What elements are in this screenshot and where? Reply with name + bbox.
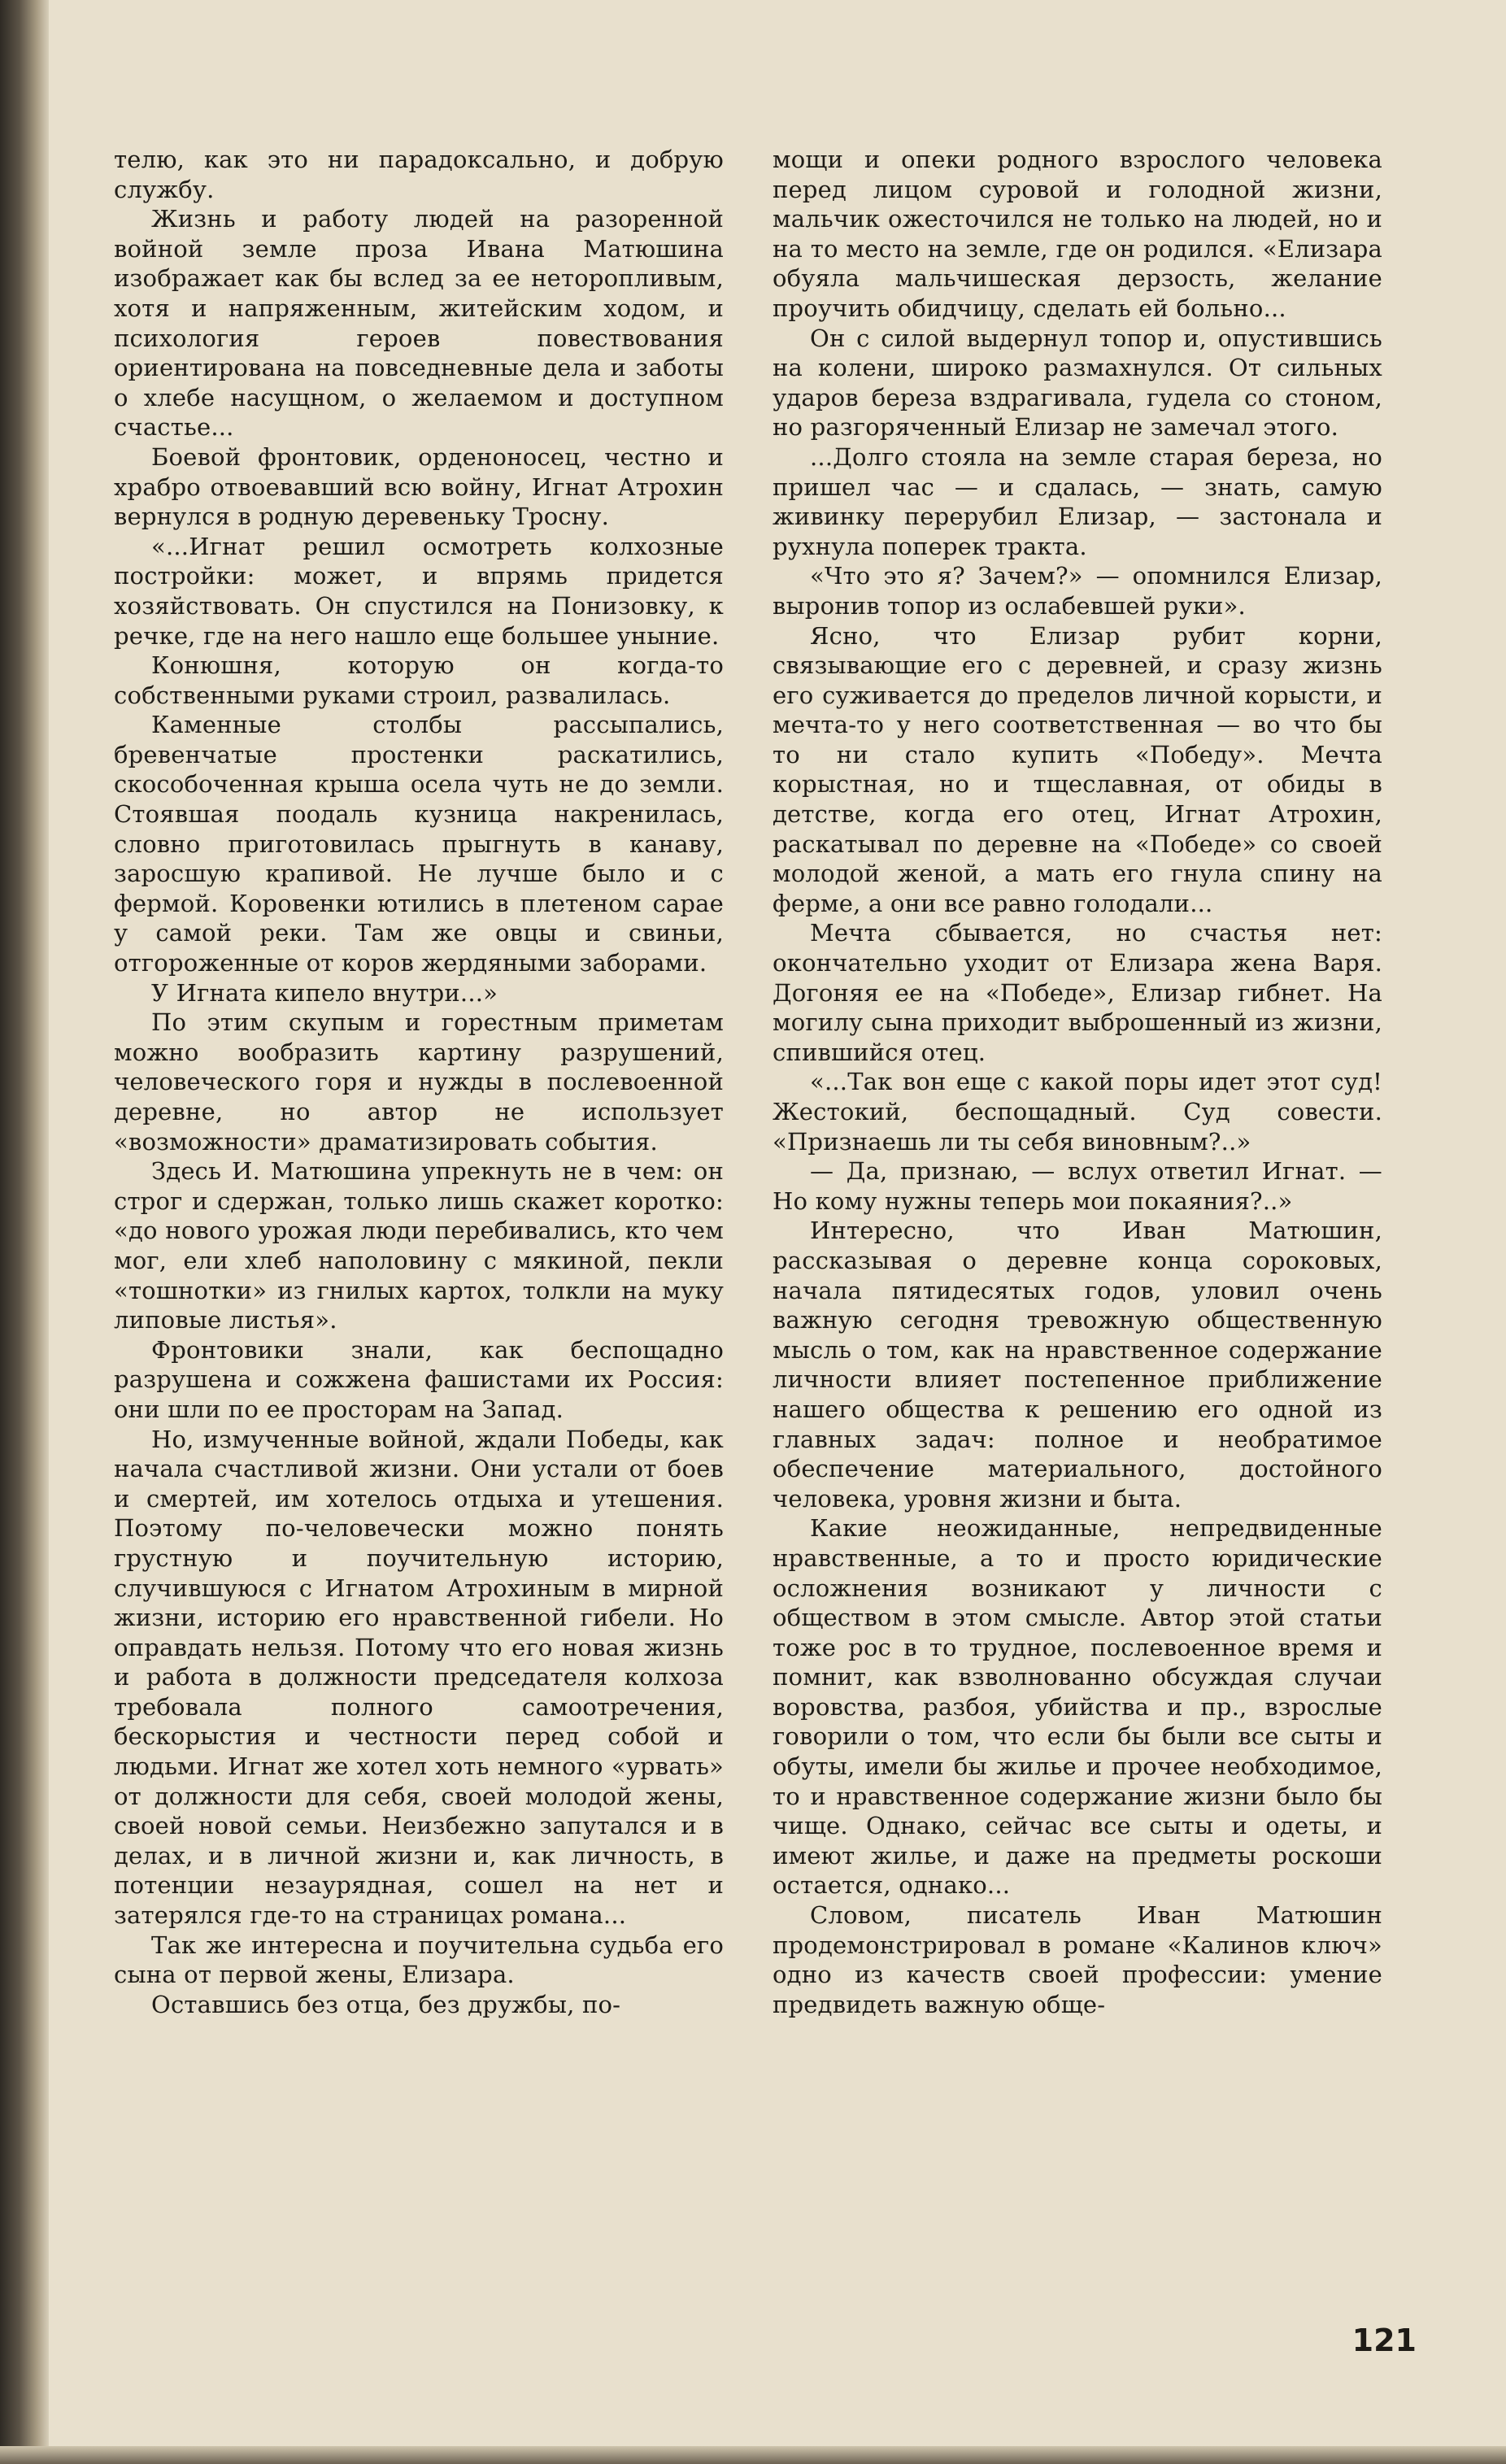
page-bottom-edge: [0, 2446, 1506, 2464]
paragraph: «...Так вон еще с какой поры идет этот суд! Жестокий, беспощадный. Суд совести. «Признаешь ли ты себя виновным?..»: [773, 1068, 1382, 1156]
paragraph: У Игната кипело внутри...»: [151, 978, 498, 1007]
paragraph: Но, измученные войной, ждали Победы, как начала счастливой жизни. Они устали от боев и смертей, им хотелось отдыха и утешения. Поэтому по-человечески можно понять грустную и поучительную историю, случившуюся с Игнатом Атрохиным в мирной жизни, историю его нравственной гибели. Но оправдать нельзя. Потому что его новая жизнь и работа в должности председателя колхоза требовала полного самоотречения, бескорыстия и честности перед собой и людьми. Игнат же хотел хоть немного «урвать» от должности для себя, своей молодой жены, своей новой семьи. Неизбежно запутался и в делах, и в личной жизни и, как личность, в потенции незаурядная, сошел на нет и затерялся где-то на страницах романа...: [114, 1425, 724, 1930]
paragraph: Конюшня, которую он когда-то собственными руками строил, развалилась.: [114, 651, 724, 709]
paragraph: Какие неожиданные, непредвиденные нравственные, а то и просто юридические осложнения возникают у личности с обществом в этом смысле. Автор этой статьи тоже рос в то трудное, послевоенное время и помнит, как взволнованно обсуждая случаи воровства, разбоя, убийства и пр., взрослые говорили о том, что если бы были все сыты и обуты, имели бы жилье и прочее необходимое, то и нравственное содержание жизни было бы чище. Однако, сейчас все сыты и одеты, и имеют жилье, и даже на предметы роскоши остается, однако...: [773, 1514, 1382, 1900]
paragraph: Интересно, что Иван Матюшин, рассказывая о деревне конца сороковых, начала пятидесятых годов, уловил очень важную сегодня тревожную общественную мысль о том, как на нравственное содержание личности влияет постепенное приближение нашего общества к решению его одной из главных задач: полное и необратимое обеспечение материального, достойного человека, уровня жизни и быта.: [773, 1217, 1382, 1513]
article-body: [114, 145, 1382, 2405]
paragraph: мощи и опеки родного взрослого человека перед лицом суровой и голодной жизни, мальчик ожесточился не только на людей, но и на то место на земле, где он родился. «Елизара обуяла мальчишеская дерзость, желание проучить обидчицу, сделать ей больно...: [773, 146, 1382, 322]
paragraph: телю, как это ни парадоксально, и добрую службу.: [114, 146, 724, 203]
paragraph: Боевой фронтовик, орденоносец, честно и храбро отвоевавший всю войну, Игнат Атрохин вернулся в родную деревеньку Тросну.: [114, 442, 724, 531]
paragraph: ...Долго стояла на земле старая береза, но пришел час — и сдалась, — знать, самую живинку перерубил Елизар, — застонала и рухнула поперек тракта.: [773, 442, 1382, 560]
paragraph: Каменные столбы рассыпались, бревенчатые простенки раскатились, скособоченная крыша осела чуть не до земли. Стоявшая поодаль кузница накренилась, словно приготовилась прыгнуть в канаву, заросшую крапивой. Не лучше было и с фермой. Коровенки ютились в плетеном сарае у самой реки. Там же овцы и свиньи, отгороженные от коров жердяными заборами.: [114, 711, 724, 977]
paragraph: По этим скупым и горестным приметам можно вообразить картину разрушений, человеческого горя и нужды в послевоенной деревне, но автор не использует «возможности» драматизировать события.: [114, 1008, 724, 1156]
page-number: 121: [1351, 2323, 1417, 2358]
paragraph: Оставшись без отца, без дружбы, по-: [151, 1990, 621, 2018]
paragraph: Фронтовики знали, как беспощадно разрушена и сожжена фашистами их Россия: они шли по ее просторам на Запад.: [114, 1335, 724, 1423]
paragraph: Так же интересна и поучительна судьба его сына от первой жены, Елизара.: [114, 1931, 724, 1989]
paragraph: Жизнь и работу людей на разоренной войной земле проза Ивана Матюшина изображает как бы вслед за ее неторопливым, хотя и напряженным, житейским ходом, и психология героев повествования ориентирована на повседневные дела и заботы о хлебе насущном, о желаемом и доступном счастье...: [114, 205, 724, 442]
paragraph: «Что это я? Зачем?» — опомнился Елизар, выронив топор из ослабевшей руки».: [773, 562, 1382, 620]
paragraph: «...Игнат решил осмотреть колхозные постройки: может, и впрямь придется хозяйствовать. Он спустился на Понизовку, к речке, где на него нашло еще большее уныние.: [114, 532, 724, 650]
paragraph: Здесь И. Матюшина упрекнуть не в чем: он строг и сдержан, только лишь скажет коротко: «до нового урожая люди перебивались, кто чем мог, ели хлеб наполовину с мякиной, пекли «тошнотки» из гнилых картох, толкли на муку липовые листья».: [114, 1157, 724, 1334]
paragraph: Словом, писатель Иван Матюшин продемонстрировал в романе «Калинов ключ» одно из качеств своей профессии: умение предвидеть важную обще-: [773, 1901, 1382, 2018]
paragraph: Он с силой выдернул топор и, опустившись на колени, широко размахнулся. От сильных ударов береза вздрагивала, гудела со стоном, но разгоряченный Елизар не замечал этого.: [773, 324, 1382, 442]
left-column: [114, 145, 724, 2340]
paragraph: Мечта сбывается, но счастья нет: окончательно уходит от Елизара жена Варя. Догоняя ее на «Победе», Елизар гибнет. На могилу сына приходит выброшенный из жизни, спившийся отец.: [773, 919, 1382, 1066]
right-column: [773, 145, 1382, 2340]
book-binding-shadow: [0, 0, 49, 2464]
paragraph: Ясно, что Елизар рубит корни, связывающие его с деревней, и сразу жизнь его суживается до пределов личной корысти, и мечта-то у него соответственная — во что бы то ни стало купить «Победу». Мечта корыстная, но и тщеславная, от обиды в детстве, когда его отец, Игнат Атрохин, раскатывал по деревне на «Победе» со своей молодой женой, а мать его гнула спину на ферме, а они все равно голодали...: [773, 621, 1382, 917]
paragraph: — Да, признаю, — вслух ответил Игнат. — Но кому нужны теперь мои покаяния?..»: [773, 1157, 1382, 1215]
